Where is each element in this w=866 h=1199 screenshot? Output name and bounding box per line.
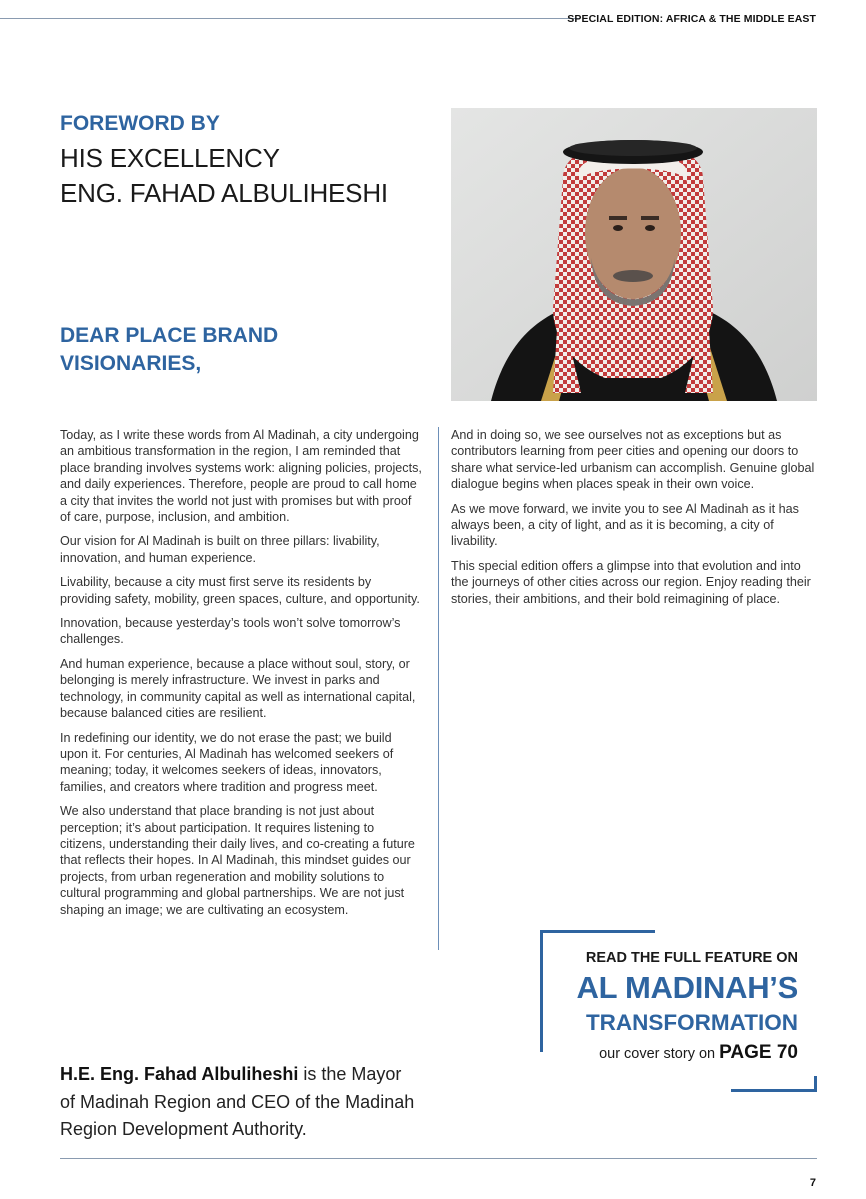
- portrait-illustration: [451, 108, 817, 401]
- author-name: ENG. FAHAD ALBULIHESHI: [60, 178, 388, 208]
- author-bio: [60, 1061, 420, 1144]
- column-divider: [438, 427, 439, 950]
- paragraph: We also understand that place branding is not just about perception; it’s about participation. It requires listening to citizens, understanding their daily lives, and co-creating a future that reflects their hopes. In Al Madinah, this mindset guides our projects, from urban regeneration and mobility solutions to cultural programming and global partnerships. We are not just shaping an image; we are cultivating an ecosystem.: [60, 804, 415, 917]
- paragraph: Our vision for Al Madinah is built on three pillars: livability, innovation, and human experience.: [60, 534, 380, 565]
- foreword-column-left: [60, 427, 422, 926]
- author-title: HIS EXCELLENCY: [60, 143, 280, 173]
- page-number: 7: [809, 1177, 816, 1189]
- paragraph: Today, as I write these words from Al Madinah, a city undergoing an ambitious transformation in the region, I am reminded that place branding involves systems work: aligning policies, projects, and daily experiences. Therefore, people are proud to call home a city that invites the world not just with promises but with proof of care, purpose, inclusion, and ambition.: [60, 428, 422, 525]
- callout-intro: READ THE FULL FEATURE ON: [585, 950, 798, 966]
- paragraph: As we move forward, we invite you to see Al Madinah as it has always been, a city of light, and as it is becoming, a city of livability.: [451, 501, 799, 549]
- callout-page-number: PAGE 70: [719, 1042, 798, 1063]
- paragraph: And human experience, because a place without soul, story, or belonging is merely infrastructure. We invest in parks and technology, in community capital as well as international capital, because balanced cities are resilient.: [60, 656, 416, 721]
- paragraph: And in doing so, we see ourselves not as exceptions but as contributors learning from peer cities and opening our doors to share what service-led urbanism can accomplish. Genuine global dialogue begins when places speak in their own voice.: [451, 428, 815, 492]
- bio-name: H.E. Eng. Fahad Albuliheshi: [60, 1064, 299, 1084]
- callout-bracket: [540, 930, 543, 1052]
- bio-text: is the Mayor of Madinah Region and CEO of the Madinah Region Development Authority.: [60, 1064, 415, 1139]
- cover-story-callout[interactable]: [540, 930, 817, 1092]
- foreword-kicker: FOREWORD BY: [60, 112, 220, 135]
- edition-label: SPECIAL EDITION: AFRICA & THE MIDDLE EAST: [567, 13, 816, 25]
- paragraph: Innovation, because yesterday’s tools won’t solve tomorrow’s challenges.: [60, 616, 401, 647]
- paragraph: This special edition offers a glimpse into that evolution and into the journeys of other cities across our region. Enjoy reading their stories, their ambitions, and their bold reimagining of place.: [451, 558, 811, 606]
- author-portrait-photo: [451, 108, 817, 401]
- salutation: DEAR PLACE BRAND VISIONARIES,: [60, 324, 279, 375]
- callout-bracket: [814, 1076, 817, 1092]
- footer-rule: [60, 1158, 817, 1159]
- callout-subheadline: TRANSFORMATION: [585, 1010, 798, 1035]
- paragraph: Livability, because a city must first serve its residents by providing safety, mobility, green spaces, culture, and opportunity.: [60, 575, 420, 606]
- foreword-column-right: [451, 427, 817, 615]
- header-rule: [0, 18, 580, 19]
- paragraph: In redefining our identity, we do not erase the past; we build upon it. For centuries, Al Madinah has welcomed seekers of meaning; today, it welcomes seekers of ideas, innovators, families, and creators where tradition and progress meet.: [60, 730, 394, 794]
- callout-lead-text: our cover story on: [599, 1046, 720, 1062]
- callout-bracket: [540, 930, 655, 933]
- callout-bracket: [731, 1089, 817, 1092]
- callout-page-reference: [599, 1042, 798, 1064]
- callout-headline: AL MADINAH’S: [576, 970, 798, 1005]
